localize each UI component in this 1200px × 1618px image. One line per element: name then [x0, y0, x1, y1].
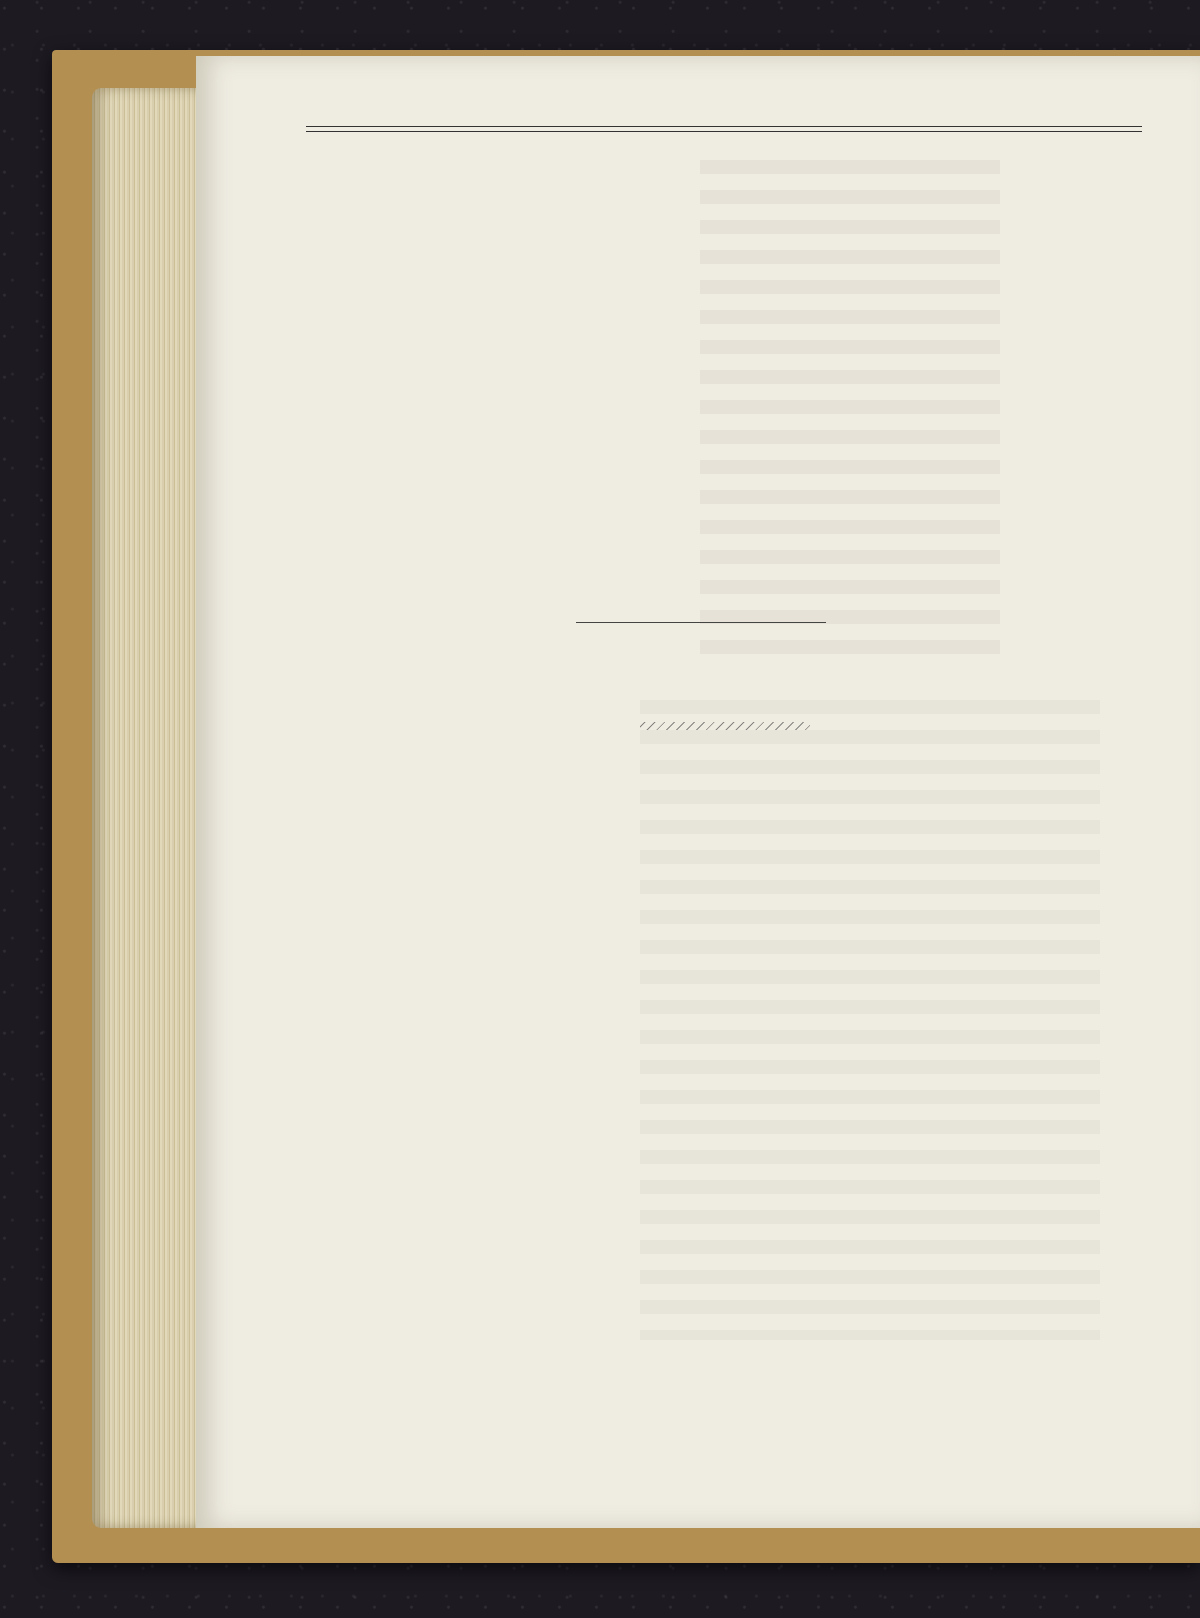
book-page [196, 56, 1200, 1528]
header-rule [306, 126, 1142, 132]
page-edges [92, 88, 202, 1528]
section-divider [576, 622, 826, 623]
running-head [306, 88, 1146, 118]
wavy-ornament [640, 722, 810, 730]
